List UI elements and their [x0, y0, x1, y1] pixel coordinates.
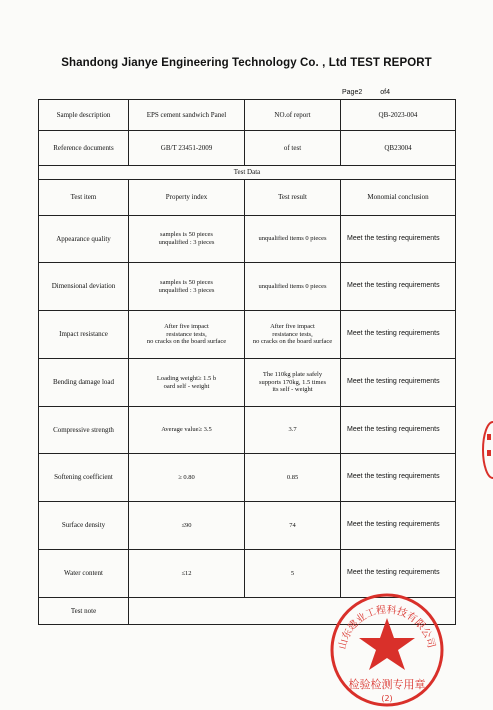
test-no-value: QB23004 — [341, 131, 456, 166]
sample-label: Sample description — [39, 100, 129, 131]
property-index-cell — [129, 454, 245, 502]
test-result-cell — [245, 216, 341, 263]
report-no-label: NO.of report — [245, 100, 341, 131]
test-result-line: resistance tests, — [272, 330, 313, 338]
test-result-line: 5 — [290, 569, 295, 577]
property-index-cell — [129, 502, 245, 550]
table-row — [39, 359, 456, 407]
test-result-line: 3.7 — [288, 426, 297, 434]
test-item-cell: Compressive strength — [39, 407, 129, 454]
header-test-result: Test result — [245, 180, 341, 216]
test-result-line: 74 — [289, 521, 296, 529]
page-of: of4 — [380, 89, 390, 96]
test-note-label: Test note — [39, 598, 129, 625]
official-seal — [327, 590, 447, 710]
table-row — [39, 454, 456, 502]
property-index-cell — [129, 550, 245, 598]
page-number — [342, 89, 390, 96]
property-index-line: ≤12 — [181, 569, 192, 577]
test-result-line: no cracks on the board surface — [252, 338, 333, 346]
property-index-line: no cracks on the board surface — [146, 338, 227, 346]
property-index-cell — [129, 359, 245, 407]
svg-text:山东建业工程科技有限公司: 山东建业工程科技有限公司 — [337, 604, 437, 651]
property-index-line: samples is 50 pieces — [160, 231, 213, 239]
property-index-line: oard self - weight — [163, 382, 210, 390]
table-row — [39, 216, 456, 263]
test-result-cell — [245, 311, 341, 359]
test-item-cell: Water content — [39, 550, 129, 598]
conclusion-cell: Meet the testing requirements — [341, 407, 456, 454]
test-item-cell: Surface density — [39, 502, 129, 550]
conclusion-cell: Meet the testing requirements — [341, 216, 456, 263]
header-conclusion: Monomial conclusion — [341, 180, 456, 216]
sample-value: EPS cement sandwich Panel — [129, 100, 245, 131]
property-index-line: unqualified : 3 pieces — [158, 286, 215, 294]
report-title: Shandong Jianye Engineering Technology Co. , Ltd TEST REPORT — [61, 57, 432, 69]
property-index-line: ≥ 0.80 — [178, 473, 195, 481]
test-item-cell: Appearance quality — [39, 216, 129, 263]
property-index-cell — [129, 263, 245, 311]
property-index-line: After five impact — [164, 322, 209, 330]
test-result-line: its self - weight — [272, 386, 313, 394]
property-index-line: Average value≥ 3.5 — [161, 426, 212, 434]
conclusion-cell: Meet the testing requirements — [341, 263, 456, 311]
property-index-line: unqualified : 3 pieces — [158, 239, 215, 246]
test-result-line: The 110kg plate safely — [262, 370, 323, 378]
seal-edge-mark — [481, 420, 493, 480]
test-result-line: supports 170kg, 1.5 times — [259, 378, 326, 386]
table-row — [39, 407, 456, 454]
table-row — [39, 311, 456, 359]
svg-text:检验检测专用章: 检验检测专用章 — [348, 678, 426, 691]
conclusion-cell: Meet the testing requirements — [341, 311, 456, 359]
page-label: Page2 — [342, 89, 363, 96]
test-result-line: unqualified items 0 pieces — [258, 282, 327, 290]
conclusion-cell: Meet the testing requirements — [341, 454, 456, 502]
test-result-line: unqualified items 0 pieces — [258, 235, 327, 243]
conclusion-cell: Meet the testing requirements — [341, 502, 456, 550]
test-item-cell: Bending damage load — [39, 359, 129, 407]
test-item-cell: Dimensional deviation — [39, 263, 129, 311]
test-result-cell — [245, 407, 341, 454]
ref-value: GB/T 23451-2009 — [129, 131, 245, 166]
report-no-value: QB-2023-004 — [341, 100, 456, 131]
section-title: Test Data — [39, 166, 456, 180]
table-row — [39, 502, 456, 550]
conclusion-cell: Meet the testing requirements — [341, 550, 456, 598]
test-result-cell — [245, 454, 341, 502]
test-item-cell: Softening coefficient — [39, 454, 129, 502]
test-result-line: 0.85 — [286, 473, 299, 481]
conclusion-cell: Meet the testing requirements — [341, 359, 456, 407]
header-property-index: Property index — [129, 180, 245, 216]
ref-label: Reference documents — [39, 131, 129, 166]
test-result-cell — [245, 502, 341, 550]
property-index-cell — [129, 216, 245, 263]
test-result-cell — [245, 263, 341, 311]
table-row — [39, 263, 456, 311]
property-index-line: Loading weight≥ 1.5 b — [156, 374, 217, 382]
test-item-cell: Impact resistance — [39, 311, 129, 359]
property-index-line: samples is 50 pieces — [160, 278, 213, 286]
property-index-cell — [129, 311, 245, 359]
test-result-line: After five impact — [270, 322, 315, 330]
property-index-line: ≤90 — [181, 521, 192, 529]
svg-text:(2): (2) — [381, 694, 393, 703]
report-table — [38, 99, 456, 625]
property-index-line: resistance tests, — [166, 330, 207, 338]
property-index-cell — [129, 407, 245, 454]
header-test-item: Test item — [39, 180, 129, 216]
test-result-cell — [245, 359, 341, 407]
test-no-label: of test — [245, 131, 341, 166]
